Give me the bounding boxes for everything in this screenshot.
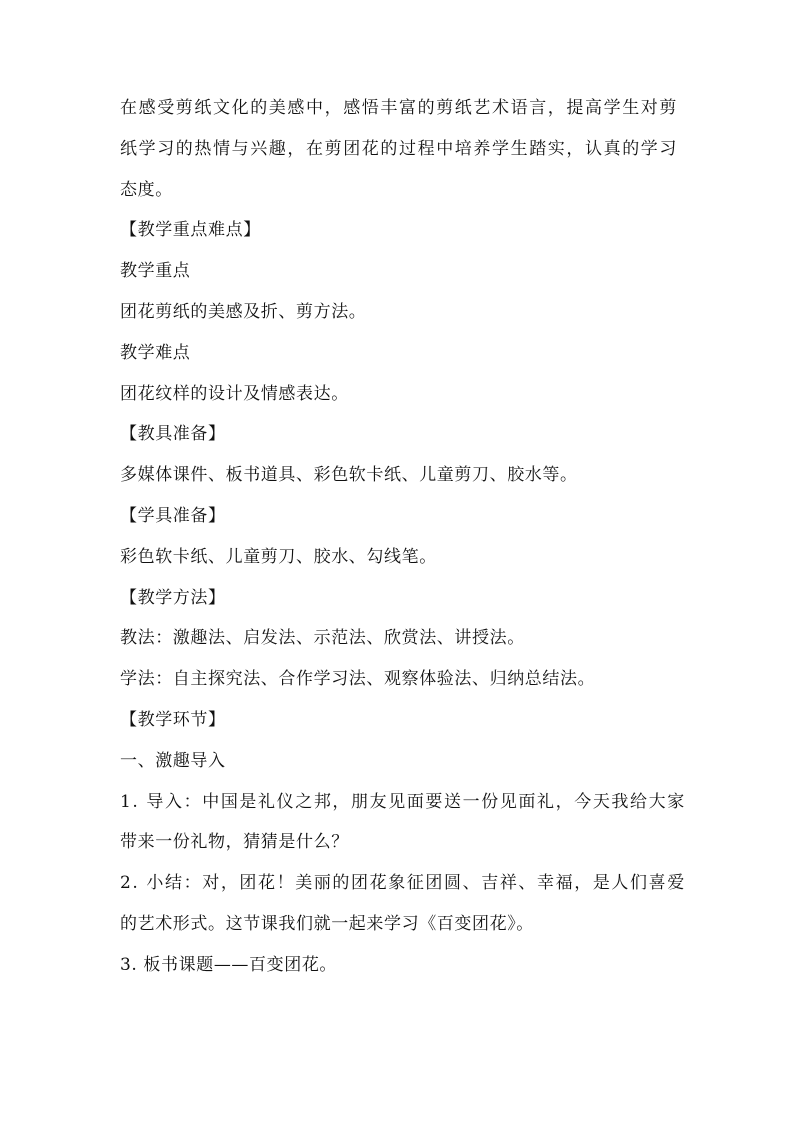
subheading: 教学难点 xyxy=(120,342,191,363)
paragraph-line: 态度。 xyxy=(120,179,173,200)
section-heading: 【教学重点难点】 xyxy=(120,220,261,241)
paragraph-line: 团花剪纸的美感及折、剪方法。 xyxy=(120,301,367,322)
paragraph-line: 1. 导入：中国是礼仪之邦，朋友见面要送一份见面礼，今天我给大家 xyxy=(120,791,686,812)
paragraph-line: 在感受剪纸文化的美感中，感悟丰富的剪纸艺术语言，提高学生对剪 xyxy=(120,98,678,118)
section-heading: 【学具准备】 xyxy=(120,505,226,526)
paragraph-line: 彩色软卡纸、儿童剪刀、胶水、勾线笔。 xyxy=(120,546,437,567)
section-heading: 【教学方法】 xyxy=(120,587,226,608)
section-heading: 【教具准备】 xyxy=(120,424,226,445)
paragraph-line: 教法：激趣法、启发法、示范法、欣赏法、讲授法。 xyxy=(120,628,525,649)
paragraph-line: 学法：自主探究法、合作学习法、观察体验法、归纳总结法。 xyxy=(120,669,596,690)
document-page xyxy=(120,98,686,996)
paragraph-line: 2. 小结：对，团花！美丽的团花象征团圆、吉祥、幸福，是人们喜爱 xyxy=(120,873,686,894)
paragraph-line: 纸学习的热情与兴趣，在剪团花的过程中培养学生踏实，认真的学习 xyxy=(120,138,678,159)
subheading: 教学重点 xyxy=(120,261,191,282)
paragraph-line: 的艺术形式。这节课我们就一起来学习《百变团花》。 xyxy=(120,913,534,934)
paragraph-line: 3. 板书课题——百变团花。 xyxy=(120,954,338,975)
paragraph-line: 多媒体课件、板书道具、彩色软卡纸、儿童剪刀、胶水等。 xyxy=(120,465,578,486)
paragraph-line: 带来一份礼物，猜猜是什么？ xyxy=(120,832,349,853)
section-heading: 【教学环节】 xyxy=(120,709,226,730)
paragraph-line: 团花纹样的设计及情感表达。 xyxy=(120,383,349,404)
subheading: 一、激趣导入 xyxy=(120,750,226,771)
